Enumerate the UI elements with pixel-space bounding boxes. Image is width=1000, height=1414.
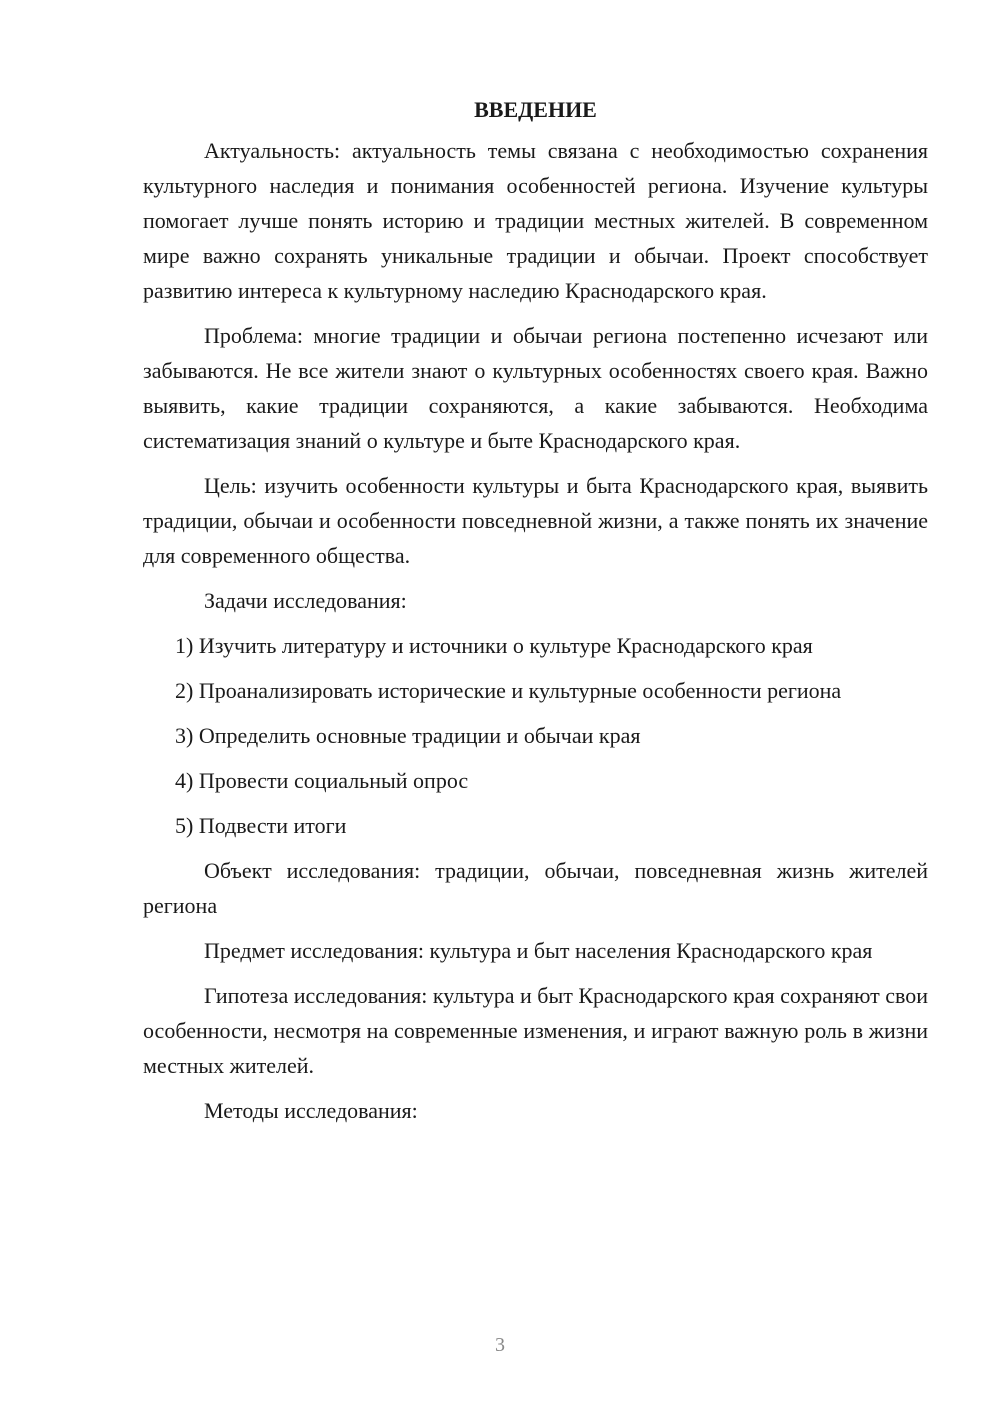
page-number: 3 [495,1334,505,1356]
object-paragraph: Объект исследования: традиции, обычаи, повседневная жизнь жителей региона [143,858,928,918]
page-title: ВВЕДЕНИЕ [474,97,597,122]
relevance-paragraph: Актуальность: актуальность темы связана с необходимостью сохранения культурного наследия и понимания особенностей региона. Изучение культуры помогает лучше понять историю и традиции местных жителей. В современном мире важно сохранять уникальные традиции и обычаи. Проект способствует развитию интереса к культурному наследию Краснодарского края. [143,138,928,303]
task-item: 4) Провести социальный опрос [175,768,469,793]
problem-paragraph: Проблема: многие традиции и обычаи региона постепенно исчезают или забываются. Не все жители знают о культурных особенностях своего края. Важно выявить, какие традиции сохраняются, а какие забываются. Необходима систематизация знаний о культуре и быте Краснодарского края. [143,323,928,453]
task-item: 5) Подвести итоги [175,813,347,838]
document-page [143,92,928,1138]
hypothesis-paragraph: Гипотеза исследования: культура и быт Краснодарского края сохраняют свои особенности, несмотря на современные изменения, и играют важную роль в жизни местных жителей. [143,983,928,1078]
tasks-heading: Задачи исследования: [204,588,407,613]
methods-heading: Методы исследования: [204,1098,418,1123]
task-item: 2) Проанализировать исторические и культурные особенности региона [175,678,842,703]
goal-paragraph: Цель: изучить особенности культуры и быта Краснодарского края, выявить традиции, обычаи и особенности повседневной жизни, а также понять их значение для современного общества. [143,473,928,568]
task-item: 3) Определить основные традиции и обычаи края [175,723,641,748]
subject-paragraph: Предмет исследования: культура и быт населения Краснодарского края [204,938,873,963]
task-item: 1) Изучить литературу и источники о культуре Краснодарского края [175,633,813,658]
